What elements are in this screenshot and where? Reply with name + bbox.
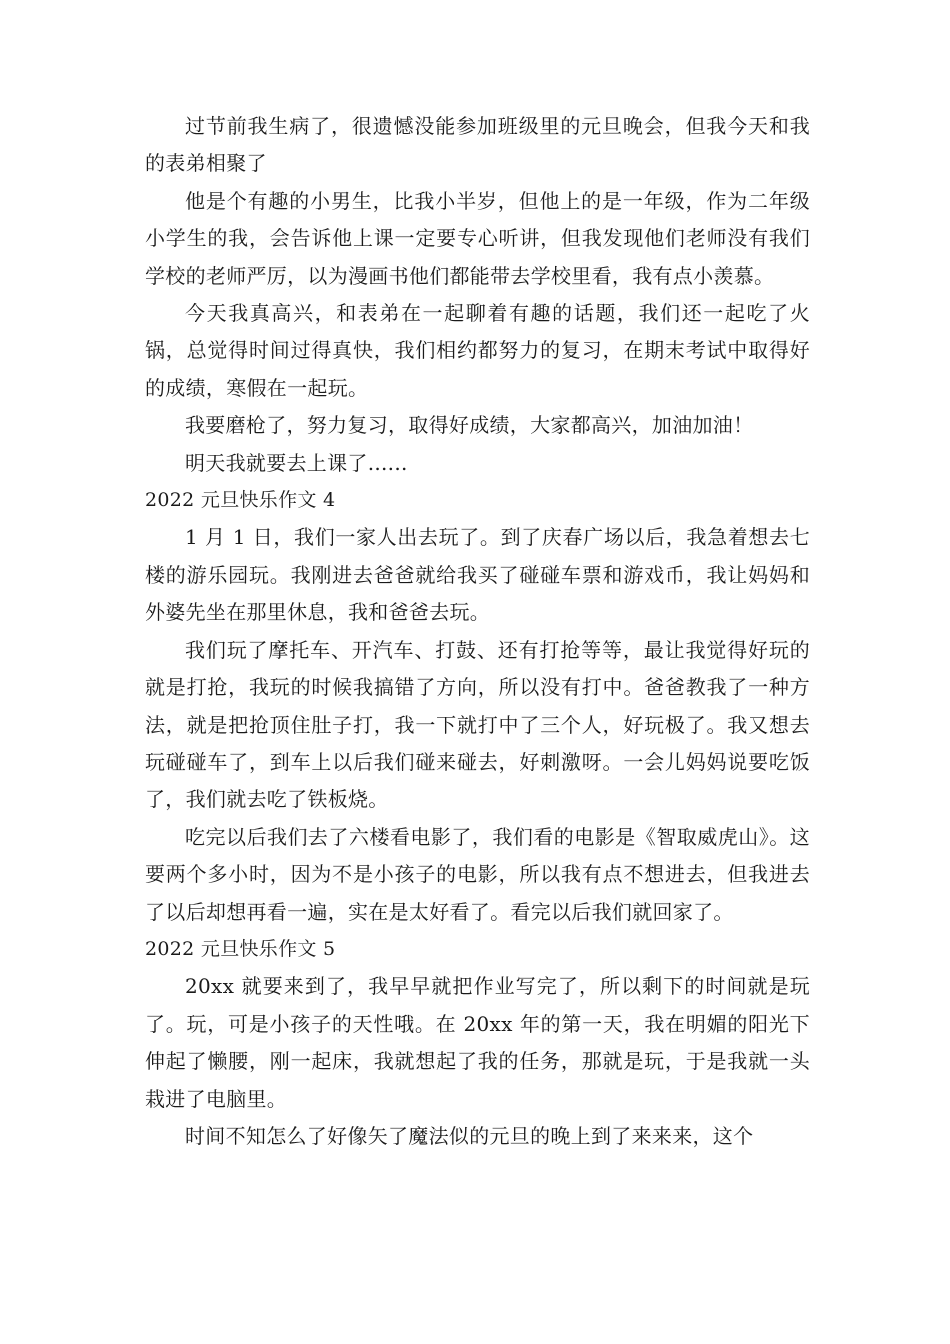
paragraph: 1 月 1 日，我们一家人出去玩了。到了庆春广场以后，我急着想去七楼的游乐园玩。我刚进去爸爸就给我买了碰碰车票和游戏币，我让妈妈和外婆先坐在那里休息，我和爸爸去玩。 [145, 525, 810, 625]
section-heading: 2022 元旦快乐作文 4 [145, 489, 336, 512]
paragraph: 20xx 就要来到了，我早早就把作业写完了，所以剩下的时间就是玩了。玩，可是小孩子的天性哦。在 20xx 年的第一天，我在明媚的阳光下伸起了懒腰，刚一起床，我就想起了我的任务，那就是玩，于是我就一头栽进了电脑里。 [145, 974, 810, 1111]
paragraph: 他是个有趣的小男生，比我小半岁，但他上的是一年级，作为二年级小学生的我，会告诉他上课一定要专心听讲，但我发现他们老师没有我们学校的老师严厉，以为漫画书他们都能带去学校里看，我有点小羡慕。 [145, 188, 810, 288]
paragraph: 我们玩了摩托车、开汽车、打鼓、还有打抢等等，最让我觉得好玩的就是打抢，我玩的时候我搞错了方向，所以没有打中。爸爸教我了一种方法，就是把抢顶住肚子打，我一下就打中了三个人，好玩极了。我又想去玩碰碰车了，到车上以后我们碰来碰去，好刺激呀。一会儿妈妈说要吃饭了，我们就去吃了铁板烧。 [145, 637, 810, 812]
document-body [145, 108, 810, 1155]
paragraph: 时间不知怎么了好像矢了魔法似的元旦的晚上到了来来来，这个 [185, 1123, 754, 1148]
paragraph: 明天我就要去上课了...... [185, 450, 408, 475]
paragraph: 今天我真高兴，和表弟在一起聊着有趣的话题，我们还一起吃了火锅，总觉得时间过得真快，我们相约都努力的复习，在期末考试中取得好的成绩，寒假在一起玩。 [145, 301, 810, 400]
paragraph: 我要磨枪了，努力复习，取得好成绩，大家都高兴，加油加油！ [185, 413, 754, 438]
section-heading: 2022 元旦快乐作文 5 [145, 937, 336, 960]
paragraph: 过节前我生病了，很遗憾没能参加班级里的元旦晚会，但我今天和我的表弟相聚了 [145, 114, 810, 176]
paragraph: 吃完以后我们去了六楼看电影了，我们看的电影是《智取威虎山》。这要两个多小时，因为不是小孩子的电影，所以我有点不想进去，但我进去了以后却想再看一遍，实在是太好看了。看完以后我们就回家了。 [145, 824, 810, 924]
